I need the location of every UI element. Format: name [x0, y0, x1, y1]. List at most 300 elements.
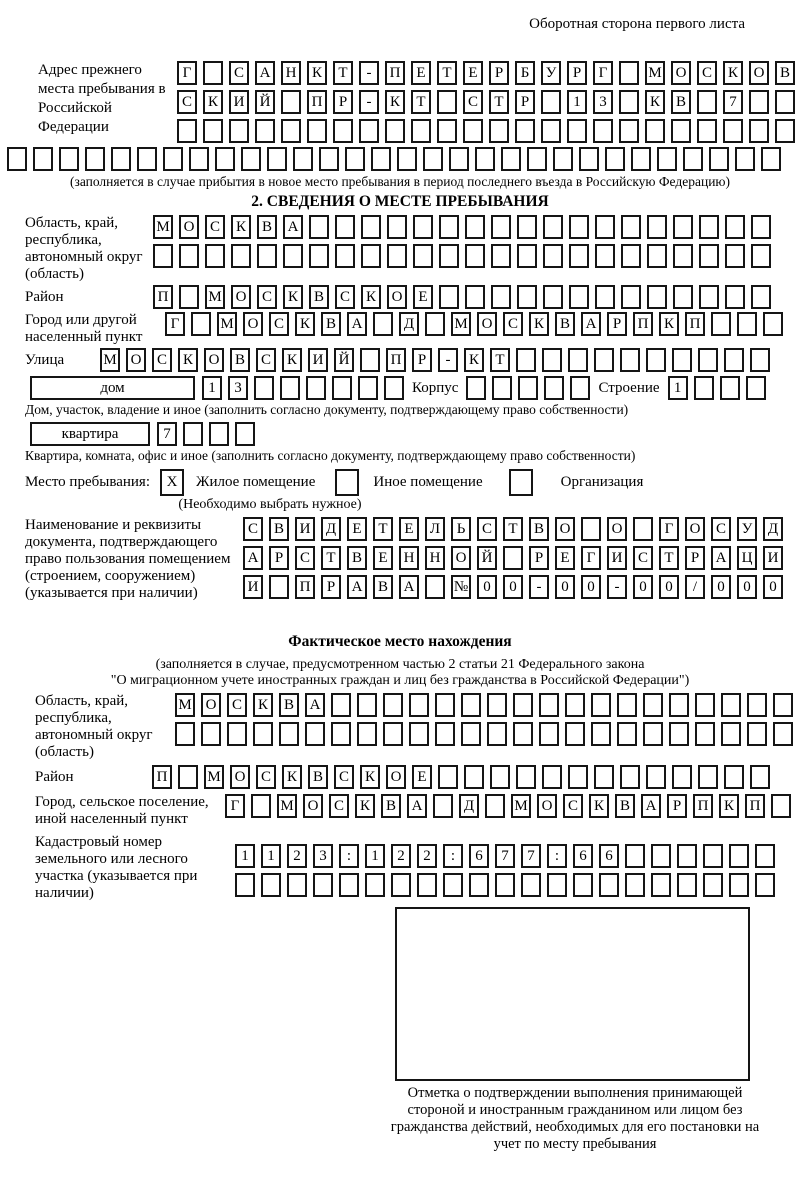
char-cell[interactable] [501, 147, 521, 171]
char-cell[interactable] [763, 312, 783, 336]
char-cell[interactable] [711, 312, 731, 336]
char-cell[interactable]: 0 [737, 575, 757, 599]
char-cell[interactable] [178, 765, 198, 789]
char-cell[interactable] [439, 215, 459, 239]
char-cell[interactable]: Г [165, 312, 185, 336]
char-cell[interactable]: К [360, 765, 380, 789]
char-cell[interactable]: Н [399, 546, 419, 570]
char-cell[interactable] [333, 119, 353, 143]
char-cell[interactable]: Й [334, 348, 354, 372]
char-cell[interactable] [201, 722, 221, 746]
char-cell[interactable]: 7 [157, 422, 177, 446]
char-cell[interactable]: Б [515, 61, 535, 85]
char-cell[interactable]: С [633, 546, 653, 570]
char-cell[interactable] [235, 873, 255, 897]
char-cell[interactable]: К [283, 285, 303, 309]
char-cell[interactable] [163, 147, 183, 171]
char-cell[interactable] [669, 693, 689, 717]
char-cell[interactable] [677, 873, 697, 897]
char-cell[interactable]: А [283, 215, 303, 239]
char-cell[interactable]: Е [399, 517, 419, 541]
char-cell[interactable] [751, 244, 771, 268]
char-cell[interactable]: О [303, 794, 323, 818]
char-cell[interactable]: К [178, 348, 198, 372]
char-cell[interactable]: Г [177, 61, 197, 85]
char-cell[interactable] [565, 693, 585, 717]
char-cell[interactable] [361, 215, 381, 239]
char-cell[interactable] [725, 215, 745, 239]
char-cell[interactable] [579, 147, 599, 171]
char-cell[interactable]: 3 [228, 376, 248, 400]
char-cell[interactable]: Д [321, 517, 341, 541]
char-cell[interactable] [425, 312, 445, 336]
char-cell[interactable] [384, 376, 404, 400]
char-cell[interactable] [703, 873, 723, 897]
char-cell[interactable]: Т [659, 546, 679, 570]
char-cell[interactable] [625, 873, 645, 897]
char-cell[interactable] [721, 693, 741, 717]
char-cell[interactable] [254, 376, 274, 400]
char-cell[interactable]: Р [515, 90, 535, 114]
char-cell[interactable] [433, 794, 453, 818]
char-cell[interactable] [465, 244, 485, 268]
char-cell[interactable]: Т [373, 517, 393, 541]
char-cell[interactable] [565, 722, 585, 746]
char-cell[interactable]: : [547, 844, 567, 868]
char-cell[interactable] [694, 376, 714, 400]
char-cell[interactable] [698, 348, 718, 372]
char-cell[interactable] [309, 215, 329, 239]
char-cell[interactable]: Е [413, 285, 433, 309]
char-cell[interactable]: Р [667, 794, 687, 818]
char-cell[interactable] [335, 244, 355, 268]
char-cell[interactable] [261, 873, 281, 897]
char-cell[interactable]: К [307, 61, 327, 85]
char-cell[interactable]: Д [459, 794, 479, 818]
char-cell[interactable] [657, 147, 677, 171]
char-cell[interactable] [269, 575, 289, 599]
char-cell[interactable]: И [308, 348, 328, 372]
char-cell[interactable] [517, 244, 537, 268]
char-cell[interactable] [517, 215, 537, 239]
char-cell[interactable]: Р [567, 61, 587, 85]
char-cell[interactable] [737, 312, 757, 336]
char-cell[interactable]: В [269, 517, 289, 541]
char-cell[interactable] [541, 119, 561, 143]
char-cell[interactable] [306, 376, 326, 400]
char-cell[interactable] [438, 765, 458, 789]
char-cell[interactable] [203, 61, 223, 85]
char-cell[interactable] [725, 285, 745, 309]
char-cell[interactable] [570, 376, 590, 400]
char-cell[interactable] [595, 215, 615, 239]
char-cell[interactable] [647, 215, 667, 239]
char-cell[interactable] [619, 61, 639, 85]
char-cell[interactable]: Р [333, 90, 353, 114]
char-cell[interactable] [411, 119, 431, 143]
checkbox-other-premises[interactable] [335, 469, 359, 496]
char-cell[interactable]: К [231, 215, 251, 239]
char-cell[interactable] [698, 765, 718, 789]
char-cell[interactable] [773, 693, 793, 717]
char-cell[interactable]: - [607, 575, 627, 599]
char-cell[interactable]: М [645, 61, 665, 85]
char-cell[interactable] [761, 147, 781, 171]
char-cell[interactable] [599, 873, 619, 897]
char-cell[interactable] [487, 693, 507, 717]
char-cell[interactable]: К [253, 693, 273, 717]
char-cell[interactable]: О [671, 61, 691, 85]
char-cell[interactable]: Р [529, 546, 549, 570]
char-cell[interactable]: Н [425, 546, 445, 570]
char-cell[interactable] [625, 844, 645, 868]
char-cell[interactable]: Т [411, 90, 431, 114]
char-cell[interactable] [339, 873, 359, 897]
char-cell[interactable]: - [438, 348, 458, 372]
char-cell[interactable]: Т [437, 61, 457, 85]
char-cell[interactable] [183, 422, 203, 446]
char-cell[interactable]: О [179, 215, 199, 239]
char-cell[interactable] [437, 90, 457, 114]
char-cell[interactable] [591, 722, 611, 746]
char-cell[interactable] [516, 348, 536, 372]
char-cell[interactable]: Г [593, 61, 613, 85]
char-cell[interactable]: 1 [365, 844, 385, 868]
char-cell[interactable]: А [243, 546, 263, 570]
char-cell[interactable] [567, 119, 587, 143]
char-cell[interactable] [643, 722, 663, 746]
char-cell[interactable] [699, 244, 719, 268]
char-cell[interactable] [345, 147, 365, 171]
char-cell[interactable]: - [529, 575, 549, 599]
char-cell[interactable] [241, 147, 261, 171]
char-cell[interactable]: 2 [417, 844, 437, 868]
char-cell[interactable]: С [269, 312, 289, 336]
char-cell[interactable] [750, 765, 770, 789]
char-cell[interactable]: А [305, 693, 325, 717]
char-cell[interactable] [358, 376, 378, 400]
char-cell[interactable] [646, 765, 666, 789]
char-cell[interactable]: К [464, 348, 484, 372]
char-cell[interactable] [724, 348, 744, 372]
char-cell[interactable]: М [511, 794, 531, 818]
char-cell[interactable] [435, 722, 455, 746]
char-cell[interactable]: В [529, 517, 549, 541]
char-cell[interactable] [569, 285, 589, 309]
char-cell[interactable]: В [309, 285, 329, 309]
char-cell[interactable] [631, 147, 651, 171]
char-cell[interactable] [620, 765, 640, 789]
char-cell[interactable] [651, 844, 671, 868]
char-cell[interactable]: Р [412, 348, 432, 372]
char-cell[interactable] [335, 215, 355, 239]
char-cell[interactable]: Р [607, 312, 627, 336]
char-cell[interactable]: О [477, 312, 497, 336]
char-cell[interactable]: П [153, 285, 173, 309]
char-cell[interactable]: О [749, 61, 769, 85]
char-cell[interactable] [281, 119, 301, 143]
char-cell[interactable] [621, 285, 641, 309]
char-cell[interactable] [751, 285, 771, 309]
char-cell[interactable] [750, 348, 770, 372]
char-cell[interactable]: Р [321, 575, 341, 599]
char-cell[interactable] [423, 147, 443, 171]
char-cell[interactable] [111, 147, 131, 171]
char-cell[interactable] [313, 873, 333, 897]
char-cell[interactable] [461, 693, 481, 717]
char-cell[interactable]: В [373, 575, 393, 599]
char-cell[interactable] [469, 873, 489, 897]
char-cell[interactable]: О [201, 693, 221, 717]
char-cell[interactable] [255, 119, 275, 143]
char-cell[interactable] [466, 376, 486, 400]
char-cell[interactable] [413, 244, 433, 268]
char-cell[interactable] [651, 873, 671, 897]
char-cell[interactable]: 0 [581, 575, 601, 599]
char-cell[interactable] [647, 244, 667, 268]
char-cell[interactable] [695, 693, 715, 717]
char-cell[interactable] [543, 244, 563, 268]
char-cell[interactable] [231, 244, 251, 268]
char-cell[interactable] [672, 348, 692, 372]
char-cell[interactable]: 0 [555, 575, 575, 599]
char-cell[interactable]: А [407, 794, 427, 818]
char-cell[interactable] [209, 422, 229, 446]
char-cell[interactable]: С [697, 61, 717, 85]
char-cell[interactable] [279, 722, 299, 746]
char-cell[interactable]: Р [685, 546, 705, 570]
char-cell[interactable] [383, 722, 403, 746]
char-cell[interactable]: С [152, 348, 172, 372]
char-cell[interactable]: Р [489, 61, 509, 85]
char-cell[interactable] [503, 546, 523, 570]
char-cell[interactable] [189, 147, 209, 171]
char-cell[interactable]: И [229, 90, 249, 114]
char-cell[interactable] [539, 722, 559, 746]
char-cell[interactable]: Г [581, 546, 601, 570]
char-cell[interactable] [573, 873, 593, 897]
char-cell[interactable] [461, 722, 481, 746]
char-cell[interactable] [251, 794, 271, 818]
char-cell[interactable] [569, 244, 589, 268]
char-cell[interactable]: Г [659, 517, 679, 541]
char-cell[interactable]: К [589, 794, 609, 818]
char-cell[interactable]: К [719, 794, 739, 818]
char-cell[interactable]: 1 [261, 844, 281, 868]
char-cell[interactable]: Н [281, 61, 301, 85]
char-cell[interactable] [543, 285, 563, 309]
char-cell[interactable] [775, 90, 795, 114]
char-cell[interactable]: К [385, 90, 405, 114]
char-cell[interactable] [359, 119, 379, 143]
char-cell[interactable] [518, 376, 538, 400]
char-cell[interactable] [305, 722, 325, 746]
char-cell[interactable]: И [295, 517, 315, 541]
char-cell[interactable]: 6 [573, 844, 593, 868]
char-cell[interactable] [553, 147, 573, 171]
char-cell[interactable] [360, 348, 380, 372]
char-cell[interactable] [647, 285, 667, 309]
char-cell[interactable] [771, 794, 791, 818]
char-cell[interactable] [542, 348, 562, 372]
char-cell[interactable] [699, 285, 719, 309]
char-cell[interactable]: К [361, 285, 381, 309]
char-cell[interactable]: П [307, 90, 327, 114]
char-cell[interactable] [253, 722, 273, 746]
char-cell[interactable] [605, 147, 625, 171]
char-cell[interactable] [205, 244, 225, 268]
char-cell[interactable] [568, 348, 588, 372]
char-cell[interactable] [85, 147, 105, 171]
char-cell[interactable] [387, 244, 407, 268]
char-cell[interactable] [516, 765, 536, 789]
char-cell[interactable] [449, 147, 469, 171]
char-cell[interactable] [517, 285, 537, 309]
char-cell[interactable] [729, 844, 749, 868]
char-cell[interactable]: В [615, 794, 635, 818]
char-cell[interactable] [417, 873, 437, 897]
char-cell[interactable]: А [255, 61, 275, 85]
char-cell[interactable] [491, 285, 511, 309]
char-cell[interactable]: К [723, 61, 743, 85]
char-cell[interactable]: В [775, 61, 795, 85]
char-cell[interactable] [703, 844, 723, 868]
char-cell[interactable]: В [230, 348, 250, 372]
char-cell[interactable] [633, 517, 653, 541]
char-cell[interactable]: К [203, 90, 223, 114]
char-cell[interactable] [775, 119, 795, 143]
char-cell[interactable]: К [529, 312, 549, 336]
char-cell[interactable]: № [451, 575, 471, 599]
char-cell[interactable]: А [347, 312, 367, 336]
char-cell[interactable]: О [607, 517, 627, 541]
char-cell[interactable] [391, 873, 411, 897]
char-cell[interactable] [307, 119, 327, 143]
char-cell[interactable]: Р [269, 546, 289, 570]
char-cell[interactable]: 7 [521, 844, 541, 868]
char-cell[interactable]: П [633, 312, 653, 336]
char-cell[interactable]: М [205, 285, 225, 309]
char-cell[interactable]: О [231, 285, 251, 309]
char-cell[interactable] [513, 693, 533, 717]
char-cell[interactable] [235, 422, 255, 446]
char-cell[interactable]: 2 [287, 844, 307, 868]
char-cell[interactable] [267, 147, 287, 171]
char-cell[interactable]: С [477, 517, 497, 541]
char-cell[interactable]: О [387, 285, 407, 309]
char-cell[interactable] [735, 147, 755, 171]
char-cell[interactable] [177, 119, 197, 143]
char-cell[interactable]: И [607, 546, 627, 570]
char-cell[interactable] [521, 873, 541, 897]
char-cell[interactable]: П [745, 794, 765, 818]
char-cell[interactable] [371, 147, 391, 171]
char-cell[interactable]: Д [763, 517, 783, 541]
char-cell[interactable]: 1 [235, 844, 255, 868]
char-cell[interactable] [721, 722, 741, 746]
char-cell[interactable]: А [347, 575, 367, 599]
char-cell[interactable] [594, 348, 614, 372]
char-cell[interactable]: 0 [633, 575, 653, 599]
char-cell[interactable] [485, 794, 505, 818]
char-cell[interactable] [747, 693, 767, 717]
char-cell[interactable] [683, 147, 703, 171]
char-cell[interactable] [489, 119, 509, 143]
char-cell[interactable] [33, 147, 53, 171]
char-cell[interactable] [439, 244, 459, 268]
char-cell[interactable] [357, 693, 377, 717]
char-cell[interactable] [383, 693, 403, 717]
char-cell[interactable] [387, 215, 407, 239]
char-cell[interactable] [439, 285, 459, 309]
char-cell[interactable]: К [355, 794, 375, 818]
char-cell[interactable]: Ц [737, 546, 757, 570]
char-cell[interactable] [669, 722, 689, 746]
char-cell[interactable] [464, 765, 484, 789]
char-cell[interactable] [543, 215, 563, 239]
char-cell[interactable] [645, 119, 665, 143]
checkbox-residential[interactable]: X [160, 469, 184, 496]
char-cell[interactable] [617, 722, 637, 746]
char-cell[interactable] [179, 285, 199, 309]
char-cell[interactable]: П [693, 794, 713, 818]
char-cell[interactable] [319, 147, 339, 171]
char-cell[interactable] [755, 844, 775, 868]
char-cell[interactable]: В [257, 215, 277, 239]
char-cell[interactable]: О [685, 517, 705, 541]
char-cell[interactable] [746, 376, 766, 400]
char-cell[interactable]: У [737, 517, 757, 541]
char-cell[interactable]: С [257, 285, 277, 309]
char-cell[interactable]: А [399, 575, 419, 599]
char-cell[interactable] [749, 90, 769, 114]
char-cell[interactable] [309, 244, 329, 268]
char-cell[interactable] [280, 376, 300, 400]
char-cell[interactable] [491, 244, 511, 268]
char-cell[interactable] [413, 215, 433, 239]
char-cell[interactable]: А [581, 312, 601, 336]
char-cell[interactable]: С [503, 312, 523, 336]
char-cell[interactable]: М [175, 693, 195, 717]
char-cell[interactable]: 6 [599, 844, 619, 868]
char-cell[interactable] [513, 722, 533, 746]
char-cell[interactable] [137, 147, 157, 171]
char-cell[interactable]: К [645, 90, 665, 114]
char-cell[interactable]: С [229, 61, 249, 85]
char-cell[interactable]: 0 [659, 575, 679, 599]
char-cell[interactable] [397, 147, 417, 171]
char-cell[interactable]: Е [463, 61, 483, 85]
char-cell[interactable]: С [335, 285, 355, 309]
char-cell[interactable] [671, 119, 691, 143]
char-cell[interactable]: В [381, 794, 401, 818]
char-cell[interactable] [542, 765, 562, 789]
char-cell[interactable] [699, 215, 719, 239]
char-cell[interactable] [179, 244, 199, 268]
char-cell[interactable]: С [256, 348, 276, 372]
char-cell[interactable]: Л [425, 517, 445, 541]
char-cell[interactable]: С [334, 765, 354, 789]
char-cell[interactable] [569, 215, 589, 239]
char-cell[interactable]: О [537, 794, 557, 818]
char-cell[interactable]: К [295, 312, 315, 336]
char-cell[interactable] [203, 119, 223, 143]
char-cell[interactable] [59, 147, 79, 171]
char-cell[interactable]: В [671, 90, 691, 114]
char-cell[interactable] [621, 215, 641, 239]
char-cell[interactable] [229, 119, 249, 143]
char-cell[interactable] [621, 244, 641, 268]
